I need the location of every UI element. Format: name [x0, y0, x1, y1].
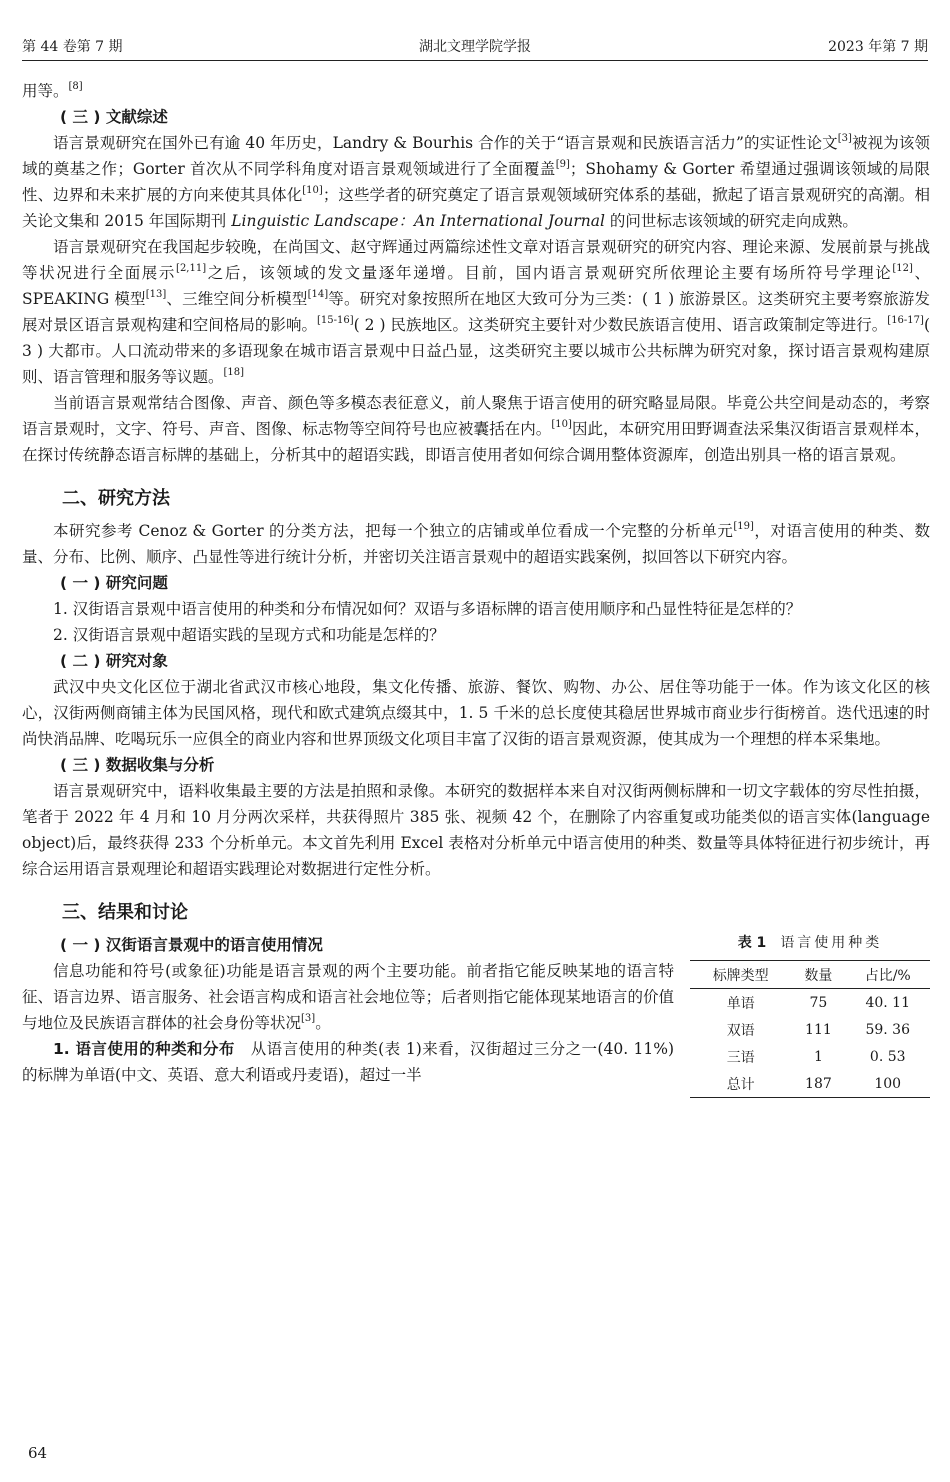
citation: [9] — [555, 159, 570, 170]
research-question: 2. 汉街语言景观中超语实践的呈现方式和功能是怎样的？ — [53, 626, 445, 644]
table-cell: 187 — [805, 1075, 832, 1092]
citation: [19] — [733, 521, 754, 532]
citation: [14] — [307, 289, 329, 300]
table-1 — [690, 932, 930, 1098]
citation: [13] — [145, 289, 167, 300]
header-volume: 第 44 卷第 7 期 — [22, 39, 123, 55]
run-in-heading: 1. 语言使用的种类和分布 — [53, 1040, 235, 1058]
citation: [10] — [302, 185, 323, 196]
citation: [16-17] — [887, 315, 924, 326]
subsection-title-questions: ( 一 ) 研究问题 — [60, 574, 168, 592]
table-cell: 111 — [805, 1021, 832, 1038]
subsection-title-object: ( 二 ) 研究对象 — [60, 652, 168, 670]
table-cell: 75 — [809, 994, 828, 1011]
paragraph: 1. 语言使用的种类和分布 从语言使用的种类(表 1)来看，汉街超过三分之一(40. 11%)的标牌为单语(中文、英语、意大利语或丹麦语)，超过一半 — [22, 1040, 674, 1084]
header-journal-name: 湖北文理学院学报 — [419, 39, 531, 55]
table-row — [690, 1043, 930, 1070]
paragraph: 信息功能和符号(或象征)功能是语言景观的两个主要功能。前者指它能反映某地的语言特征、语言边界、语言服务、社会语言构成和语言社会地位等；后者则指它能体现某地语言的价值与地位及民族语言群体的社会身份等状况[3]。 — [22, 962, 674, 1032]
table-cell: 单语 — [726, 995, 755, 1012]
table-header-row — [690, 961, 930, 989]
article-body — [22, 78, 930, 1093]
citation: [18] — [223, 367, 245, 378]
continued-paragraph: 用等。[8] — [22, 81, 83, 100]
subsection-title-literature: ( 三 ) 文献综述 — [60, 108, 168, 126]
results-with-table — [22, 932, 930, 1093]
paragraph: 本研究参考 Cenoz & Gorter 的分类方法，把每一个独立的店铺或单位看成一个完整的分析单元[19]，对语言使用的种类、数量、分布、比例、顺序、凸显性等进行统计分析，并密切关注语言景观中的超语实践案例，拟回答以下研究内容。 — [22, 521, 930, 566]
paragraph: 武汉中央文化区位于湖北省武汉市核心地段，集文化传播、旅游、餐饮、购物、办公、居住等功能于一体。作为该文化区的核心，汉街两侧商铺主体为民国风格，现代和欧式建筑点缀其中，1. 5 千米的总长度使其稳居世界城市商业步行街榜首。迭代迅速的时尚快消品牌、吃喝玩乐一应俱全的商业内容和世界顶级文化项目丰富了汉街的语言景观资源，使其成为一个理想的样本采集地。 — [22, 678, 930, 748]
table-label: 表 1 — [737, 935, 767, 951]
subsection-title-language-use: ( 一 ) 汉街语言景观中的语言使用情况 — [60, 936, 323, 954]
citation: [10] — [551, 419, 572, 430]
running-header — [22, 30, 928, 61]
table-cell: 总计 — [726, 1076, 755, 1093]
citation: [15-16] — [317, 315, 354, 326]
paragraph: 语言景观研究在国外已有逾 40 年历史，Landry & Bourhis 合作的关于“语言景观和民族语言活力”的实证性论文[3]被视为该领域的奠基之作；Gorter 首次从不同学科角度对语言景观领域进行了全面覆盖[9]；Shohamy & Gorter 希望通过强调该领域的局限性、边界和未来扩展的方向来使其具体化[10]；这些学者的研究奠定了语言景观领域研究体系的基础，掀起了语言景观研究的高潮。相关论文集和 2015 年国际期刊 Linguistic Landscape：An International Journal 的问世标志该领域的研究走向成熟。 — [22, 133, 930, 230]
table-title: 语言使用种类 — [780, 935, 883, 951]
table-row — [690, 989, 930, 1017]
table-cell: 40. 11 — [865, 994, 910, 1011]
table-row — [690, 1070, 930, 1098]
column-header: 标牌类型 — [712, 967, 769, 984]
citation: [2,11] — [176, 263, 207, 274]
column-header: 数量 — [804, 967, 833, 984]
paragraph: 语言景观研究在我国起步较晚，在尚国文、赵守辉通过两篇综述性文章对语言景观研究的研究内容、理论来源、发展前景与挑战等状况进行全面展示[2,11]之后，该领域的发文量逐年递增。目前，国内语言景观研究所依理论主要有场所符号学理论[12]、SPEAKING 模型[13]、三维空间分析模型[14]等。研究对象按照所在地区大致可分为三类：( 1 ) 旅游景区。这类研究主要考察旅游发展对景区语言景观构建和空间格局的影响。[15-16]( 2 ) 民族地区。这类研究主要针对少数民族语言使用、语言政策制定等进行。[16-17]( 3 ) 大都市。人口流动带来的多语现象在城市语言景观中日益凸显，这类研究主要以城市公共标牌为研究对象，探讨语言景观构建原则、语言管理和服务等议题。[18] — [22, 238, 930, 386]
paragraph: 当前语言景观常结合图像、声音、颜色等多模态表征意义，前人聚焦于语言使用的研究略显局限。毕竟公共空间是动态的，考察语言景观时，文字、符号、声音、图像、标志物等空间符号也应被囊括在内。[10]因此，本研究用田野调查法采集汉街语言景观样本，在探讨传统静态语言标牌的基础上，分析其中的超语实践，即语言使用者如何综合调用整体资源库，创造出别具一格的语言景观。 — [22, 394, 930, 464]
journal-title: Linguistic Landscape：An International Journal — [231, 212, 605, 230]
table-caption — [690, 932, 930, 952]
citation: [3] — [301, 1013, 316, 1024]
language-type-table — [690, 960, 930, 1098]
table-cell: 100 — [874, 1075, 902, 1092]
subsection-title-data: ( 三 ) 数据收集与分析 — [60, 756, 215, 774]
citation: [3] — [837, 133, 852, 144]
table-cell: 三语 — [726, 1049, 755, 1066]
table-cell: 双语 — [726, 1022, 755, 1039]
table-cell: 59. 36 — [865, 1021, 910, 1038]
column-header: 占比/% — [864, 967, 911, 984]
section-title-results: 三、结果和讨论 — [62, 902, 188, 923]
table-cell: 1 — [813, 1048, 823, 1065]
paragraph: 语言景观研究中，语料收集最主要的方法是拍照和录像。本研究的数据样本来自对汉街两侧标牌和一切文字载体的穷尽性拍摄，笔者于 2022 年 4 月和 10 月分两次采样，共获得照片 385 张、视频 42 个，在删除了内容重复或功能类似的语言实体(language object)后，最终获得 233 个分析单元。本文首先利用 Excel 表格对分析单元中语言使用的种类、数量等具体特征进行初步统计，再综合运用语言景观理论和超语实践理论对数据进行定性分析。 — [22, 782, 930, 878]
header-issue: 2023 年第 7 期 — [828, 39, 928, 55]
citation: [8] — [68, 81, 83, 92]
section-title-methods: 二、研究方法 — [62, 488, 170, 509]
table-row — [690, 1016, 930, 1043]
results-text — [22, 932, 674, 1088]
page-number: 64 — [28, 1444, 48, 1462]
table-cell: 0. 53 — [869, 1048, 906, 1065]
citation: [12] — [892, 263, 913, 274]
research-question: 1. 汉街语言景观中语言使用的种类和分布情况如何？双语与多语标牌的语言使用顺序和凸显性特征是怎样的？ — [53, 600, 802, 618]
